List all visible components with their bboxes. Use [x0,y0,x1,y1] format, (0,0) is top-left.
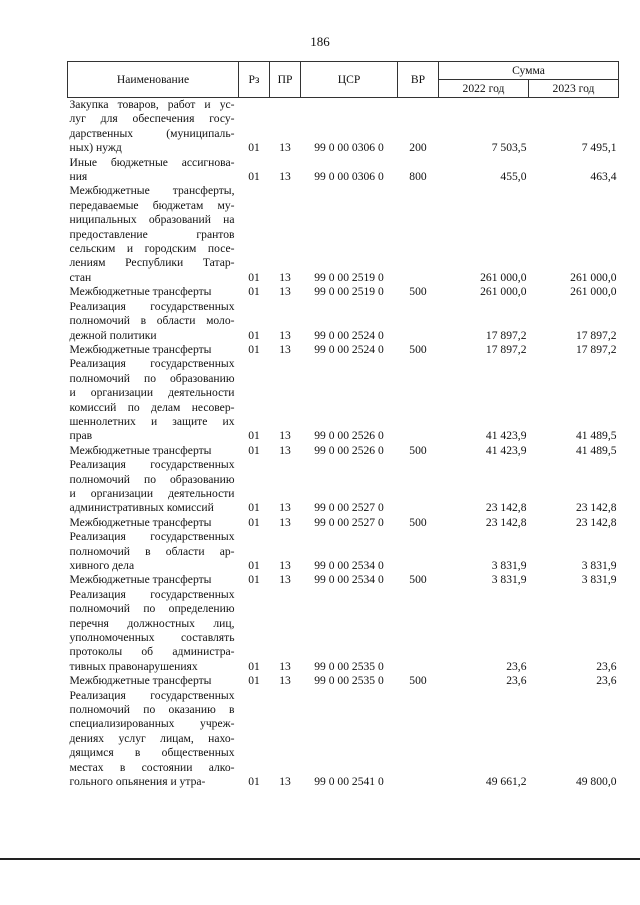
row-name-line: ниципальных образований на [69,213,235,227]
row-name-line: стан [69,270,92,284]
page-number: 186 [310,34,330,49]
row-rz: 01 [248,342,260,356]
row-sum-2022: 17 897,2 [485,328,527,342]
row-name [68,689,239,790]
row-name-line: гольного опьянения и утра- [69,775,206,789]
row-pr: 13 [279,443,291,457]
table-row [68,285,619,299]
row-name-line: Иные бюджетные ассигнова- [69,155,235,169]
row-vr: 200 [409,141,427,155]
row-sum-2023: 3 831,9 [581,559,617,572]
row-rz: 01 [248,141,260,155]
row-name-line: и организации деятельности [69,386,235,400]
row-pr: 13 [279,501,291,515]
row-sum-2023: 17 897,2 [575,342,617,356]
row-name [68,300,239,343]
row-name-line: Реализация государственных [69,587,235,601]
row-name-line: шеннолетних и защите их [69,414,235,428]
budget-table [67,61,619,790]
row-vr: 500 [409,573,427,587]
row-name [68,516,239,530]
row-name-line: и организации деятельности [69,486,235,500]
header-sum: Сумма [439,62,619,80]
row-sum-2023: 261 000,0 [570,270,617,284]
row-sum-2023: 49 800,0 [575,775,617,789]
row-name [68,285,239,299]
row-vr: 500 [409,285,427,299]
row-csr: 99 0 00 2527 0 [314,501,384,515]
row-name-line: тивных правонарушениях [69,659,198,673]
row-sum-2022: 49 661,2 [485,775,527,789]
row-rz: 01 [248,559,260,572]
row-vr: 800 [409,170,427,184]
row-csr: 99 0 00 2526 0 [314,429,384,443]
row-rz: 01 [248,775,260,789]
row-rz: 01 [248,429,260,443]
row-vr [398,530,439,573]
row-sum-2023: 41 489,5 [575,443,617,457]
row-name-line: передаваемые бюджетам му- [69,198,235,212]
row-rz: 01 [248,659,260,673]
table-row [68,444,619,458]
table-row [68,588,619,674]
row-sum-2022: 261 000,0 [480,270,527,284]
row-sum-2023: 23 142,8 [575,501,617,515]
row-name-line: Реализация государственных [69,530,235,544]
table-row [68,689,619,790]
row-csr: 99 0 00 2526 0 [314,443,384,457]
row-name-line: полномочий по образованию [69,371,235,385]
row-pr: 13 [279,674,291,688]
row-name-line: предоставление грантов [69,227,235,241]
row-sum-2023: 23,6 [596,674,617,688]
row-csr: 99 0 00 2534 0 [314,559,384,572]
row-name-line: хивного дела [69,559,135,572]
row-vr [398,357,439,443]
row-name-line: Межбюджетные трансферты [69,674,212,688]
row-sum-2022: 3 831,9 [491,573,527,587]
row-name-line: уполномоченных составлять [69,631,235,645]
row-sum-2022: 41 423,9 [485,429,527,443]
row-name [68,444,239,458]
row-sum-2023: 23,6 [596,659,617,673]
row-sum-2022: 3 831,9 [491,559,527,572]
header-vr: ВР [398,62,439,98]
row-sum-2022: 23,6 [506,659,527,673]
row-vr: 500 [409,515,427,529]
row-name-line: Межбюджетные трансферты [69,285,212,299]
row-csr: 99 0 00 2527 0 [314,515,384,529]
row-rz: 01 [248,674,260,688]
header-rz: Рз [239,62,270,98]
row-name-line: административных комиссий [69,501,214,515]
table-row [68,184,619,285]
header-year-2023: 2023 год [529,80,619,98]
table-row [68,156,619,185]
table-body [68,98,619,790]
table-row [68,343,619,357]
row-sum-2022: 17 897,2 [485,342,527,356]
row-name-line: Межбюджетные трансферты [69,443,212,457]
row-name-line: ния [69,170,88,184]
row-csr: 99 0 00 2524 0 [314,328,384,342]
row-name [68,357,239,443]
row-vr [398,458,439,516]
row-name [68,343,239,357]
row-name-line: Межбюджетные трансферты, [69,184,235,198]
row-csr: 99 0 00 2519 0 [314,270,384,284]
table-row [68,516,619,530]
row-name-line: протоколы об администра- [69,645,235,659]
row-csr: 99 0 00 2534 0 [314,573,384,587]
row-sum-2022: 41 423,9 [485,443,527,457]
row-name [68,458,239,516]
row-name-line: Закупка товаров, работ и ус- [69,98,235,111]
row-pr: 13 [279,141,291,155]
row-name-line: дениях услуг лицам, нахо- [69,731,235,745]
row-name-line: перечня должностных лиц, [69,616,235,630]
row-pr: 13 [279,342,291,356]
row-rz: 01 [248,573,260,587]
row-sum-2022: 23 142,8 [485,501,527,515]
table-row [68,357,619,443]
header-csr: ЦСР [301,62,398,98]
row-vr [398,689,439,790]
row-name-line: Межбюджетные трансферты [69,342,212,356]
row-vr: 500 [409,342,427,356]
row-pr: 13 [279,170,291,184]
row-name [68,674,239,688]
row-name-line: Реализация государственных [69,299,235,313]
row-rz: 01 [248,328,260,342]
row-name-line: дежной политики [69,328,157,342]
row-name-line: Реализация государственных [69,357,235,371]
row-pr: 13 [279,775,291,789]
table-row [68,300,619,343]
row-csr: 99 0 00 2535 0 [314,659,384,673]
row-name-line: лениям Республики Татар- [69,256,235,270]
row-name-line: полномочий в области моло- [69,314,235,328]
row-sum-2023: 3 831,9 [581,573,617,587]
row-name-line: местах в состоянии алко- [69,760,235,774]
row-rz: 01 [248,515,260,529]
row-pr: 13 [279,659,291,673]
row-pr: 13 [279,429,291,443]
row-name-line: полномочий по определению [69,602,235,616]
header-name: Наименование [68,62,239,98]
table-header [68,62,619,98]
row-name [68,573,239,587]
row-vr: 500 [409,674,427,688]
row-name-line: Реализация государственных [69,688,235,702]
row-rz: 01 [248,443,260,457]
row-csr: 99 0 00 2524 0 [314,342,384,356]
row-sum-2023: 261 000,0 [570,285,617,299]
table-row [68,458,619,516]
row-name-line: Реализация государственных [69,458,235,472]
row-rz: 01 [248,501,260,515]
table-row [68,573,619,587]
row-name-line: полномочий в области ар- [69,544,235,558]
row-name-line: Межбюджетные трансферты [69,573,212,587]
row-sum-2022: 23,6 [506,674,527,688]
table-row [68,530,619,573]
row-name [68,184,239,285]
row-pr: 13 [279,573,291,587]
row-sum-2023: 23 142,8 [575,515,617,529]
row-name [68,156,239,185]
row-sum-2023: 463,4 [590,170,617,184]
row-sum-2022: 7 503,5 [491,141,527,155]
page-bottom-rule [0,858,640,860]
row-name [68,530,239,573]
row-vr [398,184,439,285]
row-vr [398,300,439,343]
row-pr: 13 [279,559,291,572]
row-rz: 01 [248,270,260,284]
row-name-line: сельским и городским посе- [69,242,235,256]
table-row [68,98,619,156]
row-name [68,98,239,156]
row-csr: 99 0 00 2541 0 [314,775,384,789]
row-name-line: дящимся в общественных [69,746,235,760]
row-name-line: полномочий по оказанию в [69,703,235,717]
row-csr: 99 0 00 2519 0 [314,285,384,299]
row-vr: 500 [409,443,427,457]
row-sum-2023: 7 495,1 [581,141,617,155]
row-rz: 01 [248,170,260,184]
row-sum-2022: 261 000,0 [480,285,527,299]
row-sum-2023: 41 489,5 [575,429,617,443]
row-pr: 13 [279,285,291,299]
row-vr [398,588,439,674]
header-pr: ПР [270,62,301,98]
row-csr: 99 0 00 2535 0 [314,674,384,688]
row-name-line: комиссий по делам несовер- [69,400,235,414]
table-row [68,674,619,688]
row-sum-2023: 17 897,2 [575,328,617,342]
row-name-line: луг для обеспечения госу- [69,112,235,126]
row-name-line: Межбюджетные трансферты [69,515,212,529]
row-pr: 13 [279,328,291,342]
row-name-line: ных) нужд [69,141,122,155]
row-name-line: полномочий по образованию [69,472,235,486]
row-name-line: прав [69,429,93,443]
header-year-2022: 2022 год [439,80,529,98]
row-name-line: специализированных учреж- [69,717,235,731]
row-pr: 13 [279,515,291,529]
row-sum-2022: 23 142,8 [485,515,527,529]
row-sum-2022: 455,0 [500,170,527,184]
row-pr: 13 [279,270,291,284]
row-name [68,588,239,674]
row-rz: 01 [248,285,260,299]
row-csr: 99 0 00 0306 0 [314,170,384,184]
row-name-line: дарственных (муниципаль- [69,126,235,140]
row-csr: 99 0 00 0306 0 [314,141,384,155]
